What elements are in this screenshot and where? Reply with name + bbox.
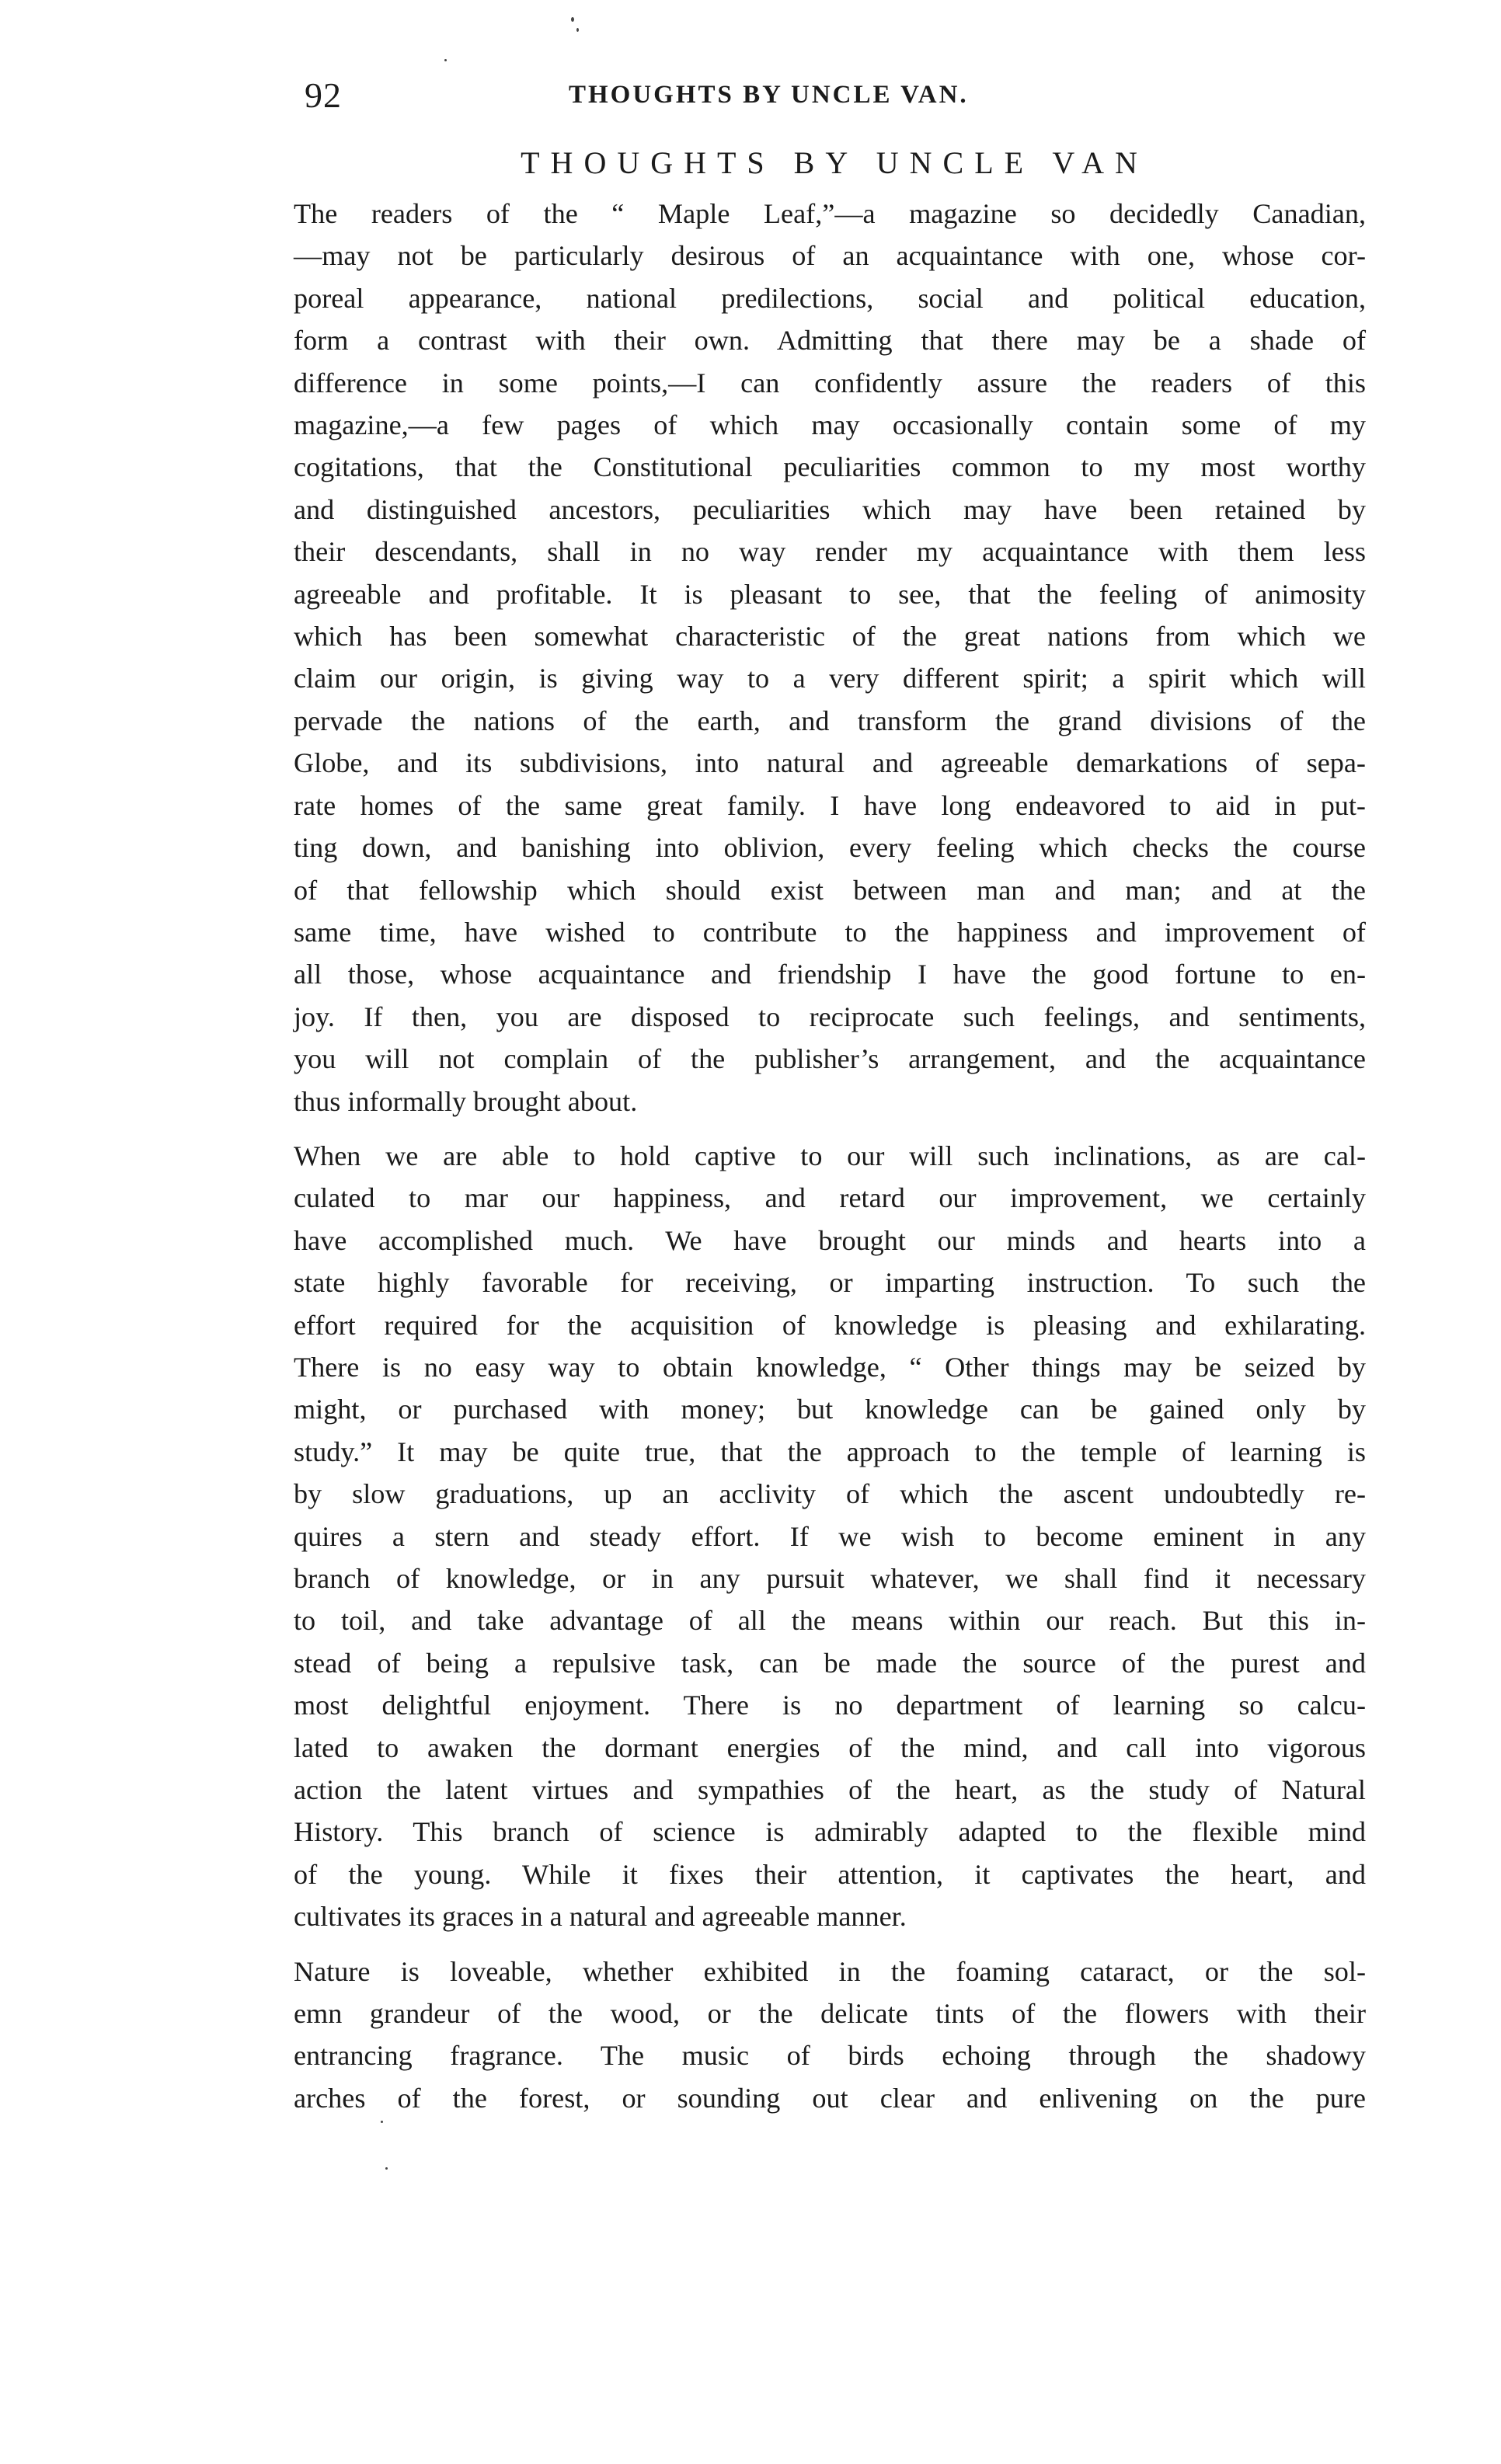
text-line: form a contrast with their own. Admitting that there may be a shade of (294, 325, 1366, 357)
article-title: THOUGHTS BY UNCLE VAN (521, 145, 1148, 180)
ink-speck (576, 28, 579, 32)
ink-speck (444, 59, 447, 61)
paragraph (294, 1951, 1366, 2120)
running-head (305, 75, 1364, 121)
text-line: When we are able to hold captive to our will such inclinations, as are cal- (294, 1140, 1366, 1171)
text-line: claim our origin, is giving way to a very different spirit; a spirit which will (294, 663, 1366, 694)
text-line: magazine,—a few pages of which may occasionally contain some of my (294, 409, 1366, 441)
paragraph (294, 1135, 1366, 1938)
text-line: agreeable and profitable. It is pleasant to see, that the feeling of animosity (294, 578, 1366, 610)
text-line: difference in some points,—I can confidently assure the readers of this (294, 367, 1366, 398)
ink-speck (385, 2167, 388, 2170)
text-line: arches of the forest, or sounding out clear and enlivening on the pure (294, 2082, 1366, 2114)
text-line: which has been somewhat characteristic of the great nations from which we (294, 621, 1366, 653)
text-line: study.” It may be quite true, that the approach to the temple of learning is (294, 1436, 1366, 1467)
text-line: There is no easy way to obtain knowledge, “ Other things may be seized by (294, 1351, 1366, 1383)
text-line: all those, whose acquaintance and friendship I have the good fortune to en- (294, 959, 1366, 990)
text-line: thus informally brought about. (294, 1085, 638, 1117)
text-line: their descendants, shall in no way render my acquaintance with them less (294, 536, 1366, 568)
text-line: and distinguished ancestors, peculiarities which may have been retained by (294, 493, 1366, 525)
text-line: ting down, and banishing into oblivion, every feeling which checks the course (294, 832, 1366, 864)
text-line: rate homes of the same great family. I have long endeavored to aid in put- (294, 789, 1366, 821)
text-line: of that fellowship which should exist between man and man; and at the (294, 874, 1366, 906)
text-line: pervade the nations of the earth, and transform the grand divisions of the (294, 705, 1366, 736)
text-line: effort required for the acquisition of knowledge is pleasing and exhilarating. (294, 1309, 1366, 1341)
text-line: to toil, and take advantage of all the means within our reach. But this in- (294, 1605, 1366, 1637)
article-body (294, 193, 1366, 2132)
text-line: by slow graduations, up an acclivity of which the ascent undoubtedly re- (294, 1478, 1366, 1510)
text-line: of the young. While it fixes their attention, it captivates the heart, and (294, 1858, 1366, 1890)
ink-speck (571, 17, 574, 22)
paragraph (294, 193, 1366, 1122)
text-line: quires a stern and steady effort. If we wish to become eminent in any (294, 1520, 1366, 1552)
text-line: cultivates its graces in a natural and agreeable manner. (294, 1901, 907, 1933)
text-line: stead of being a repulsive task, can be made the source of the purest and (294, 1647, 1366, 1679)
text-line: Nature is loveable, whether exhibited in the foaming cataract, or the sol- (294, 1955, 1366, 1987)
text-line: poreal appearance, national predilections, social and political education, (294, 282, 1366, 314)
page-number: 92 (305, 75, 342, 115)
text-line: entrancing fragrance. The music of birds echoing through the shadowy (294, 2040, 1366, 2072)
running-title: THOUGHTS BY UNCLE VAN. (569, 81, 969, 109)
text-line: cogitations, that the Constitutional peculiarities common to my most worthy (294, 451, 1366, 483)
text-line: Globe, and its subdivisions, into natural and agreeable demarkations of sepa- (294, 747, 1366, 779)
text-line: might, or purchased with money; but knowledge can be gained only by (294, 1394, 1366, 1425)
text-line: culated to mar our happiness, and retard our improvement, we certainly (294, 1182, 1366, 1214)
text-line: emn grandeur of the wood, or the delicate tints of the flowers with their (294, 1998, 1366, 2030)
text-line: same time, have wished to contribute to the happiness and improvement of (294, 916, 1366, 948)
text-line: state highly favorable for receiving, or imparting instruction. To such the (294, 1267, 1366, 1299)
text-line: branch of knowledge, or in any pursuit whatever, we shall find it necessary (294, 1563, 1366, 1594)
text-line: joy. If then, you are disposed to reciprocate such feelings, and sentiments, (294, 1001, 1366, 1032)
text-line: The readers of the “ Maple Leaf,”—a magazine so decidedly Canadian, (294, 198, 1366, 229)
text-line: lated to awaken the dormant energies of the mind, and call into vigorous (294, 1731, 1366, 1763)
text-line: action the latent virtues and sympathies of the heart, as the study of Natural (294, 1774, 1366, 1806)
text-line: you will not complain of the publisher’s arrangement, and the acquaintance (294, 1043, 1366, 1075)
text-line: —may not be particularly desirous of an acquaintance with one, whose cor- (294, 240, 1366, 272)
text-line: most delightful enjoyment. There is no department of learning so calcu- (294, 1690, 1366, 1721)
text-line: History. This branch of science is admirably adapted to the flexible mind (294, 1816, 1366, 1848)
text-line: have accomplished much. We have brought our minds and hearts into a (294, 1224, 1366, 1256)
